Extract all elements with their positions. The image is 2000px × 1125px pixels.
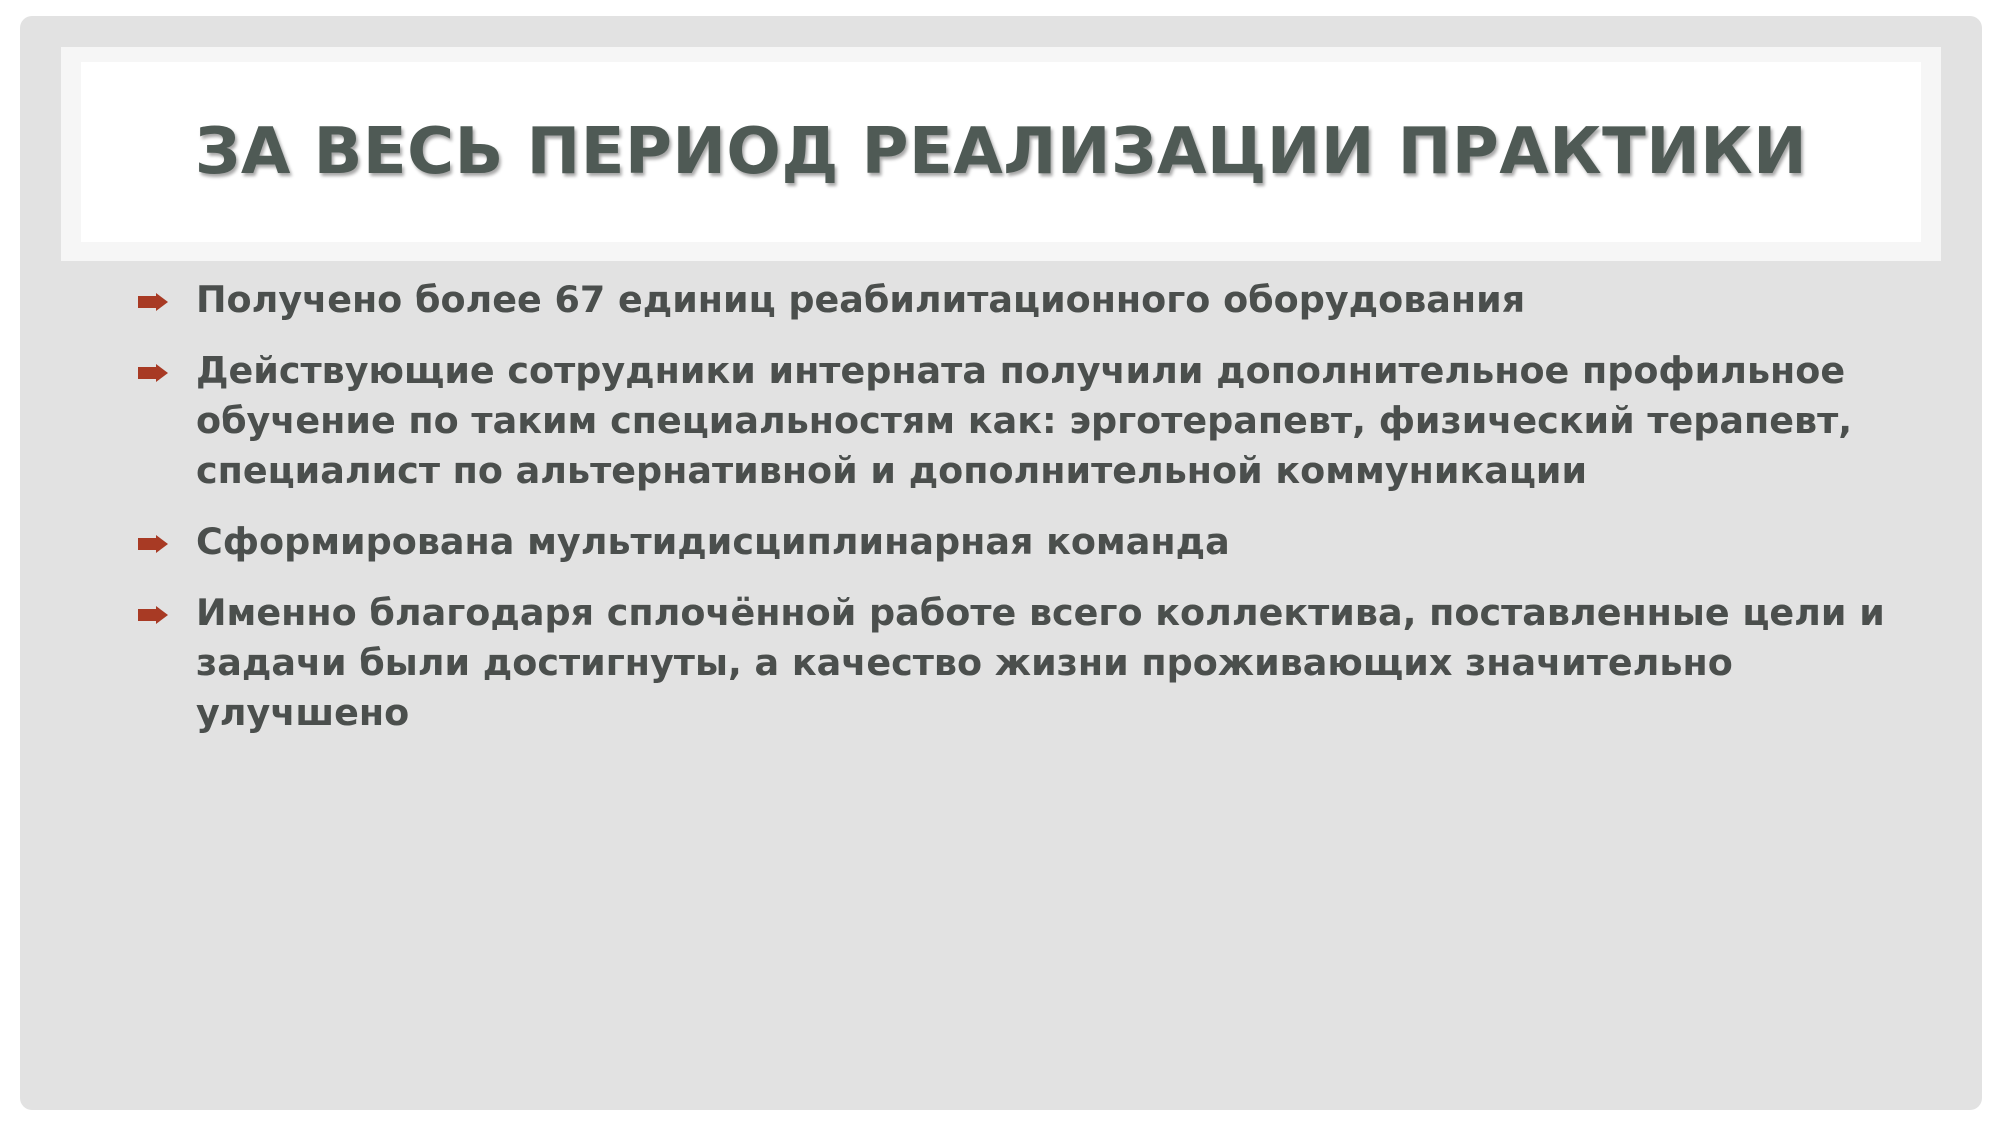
bullet-text: Именно благодаря сплочённой работе всего коллектива, поставленные цели и задачи были достигнуты, а качество жизни проживающих значительно улучшено [196,591,1885,734]
title-frame [61,47,1941,261]
slide-title: ЗА ВЕСЬ ПЕРИОД РЕАЛИЗАЦИИ ПРАКТИКИ [194,115,1808,189]
bullet-text: Получено более 67 единиц реабилитационного оборудования [196,278,1526,321]
title-box [81,62,1921,242]
bullet-text: Сформирована мультидисциплинарная команда [196,520,1230,563]
bullet-item [138,346,1898,496]
bullet-item [138,517,1898,567]
arrow-bullet-icon [138,364,168,382]
slide [20,16,1982,1110]
bullet-item [138,588,1898,738]
arrow-bullet-icon [138,535,168,553]
arrow-bullet-icon [138,293,168,311]
arrow-bullet-icon [138,606,168,624]
bullet-item [138,275,1898,325]
bullet-list [138,275,1898,759]
bullet-text: Действующие сотрудники интерната получили дополнительное профильное обучение по таким специальностям как: эрготерапевт, физический терапевт, специалист по альтернативной и дополнительной коммуникации [196,349,1853,492]
